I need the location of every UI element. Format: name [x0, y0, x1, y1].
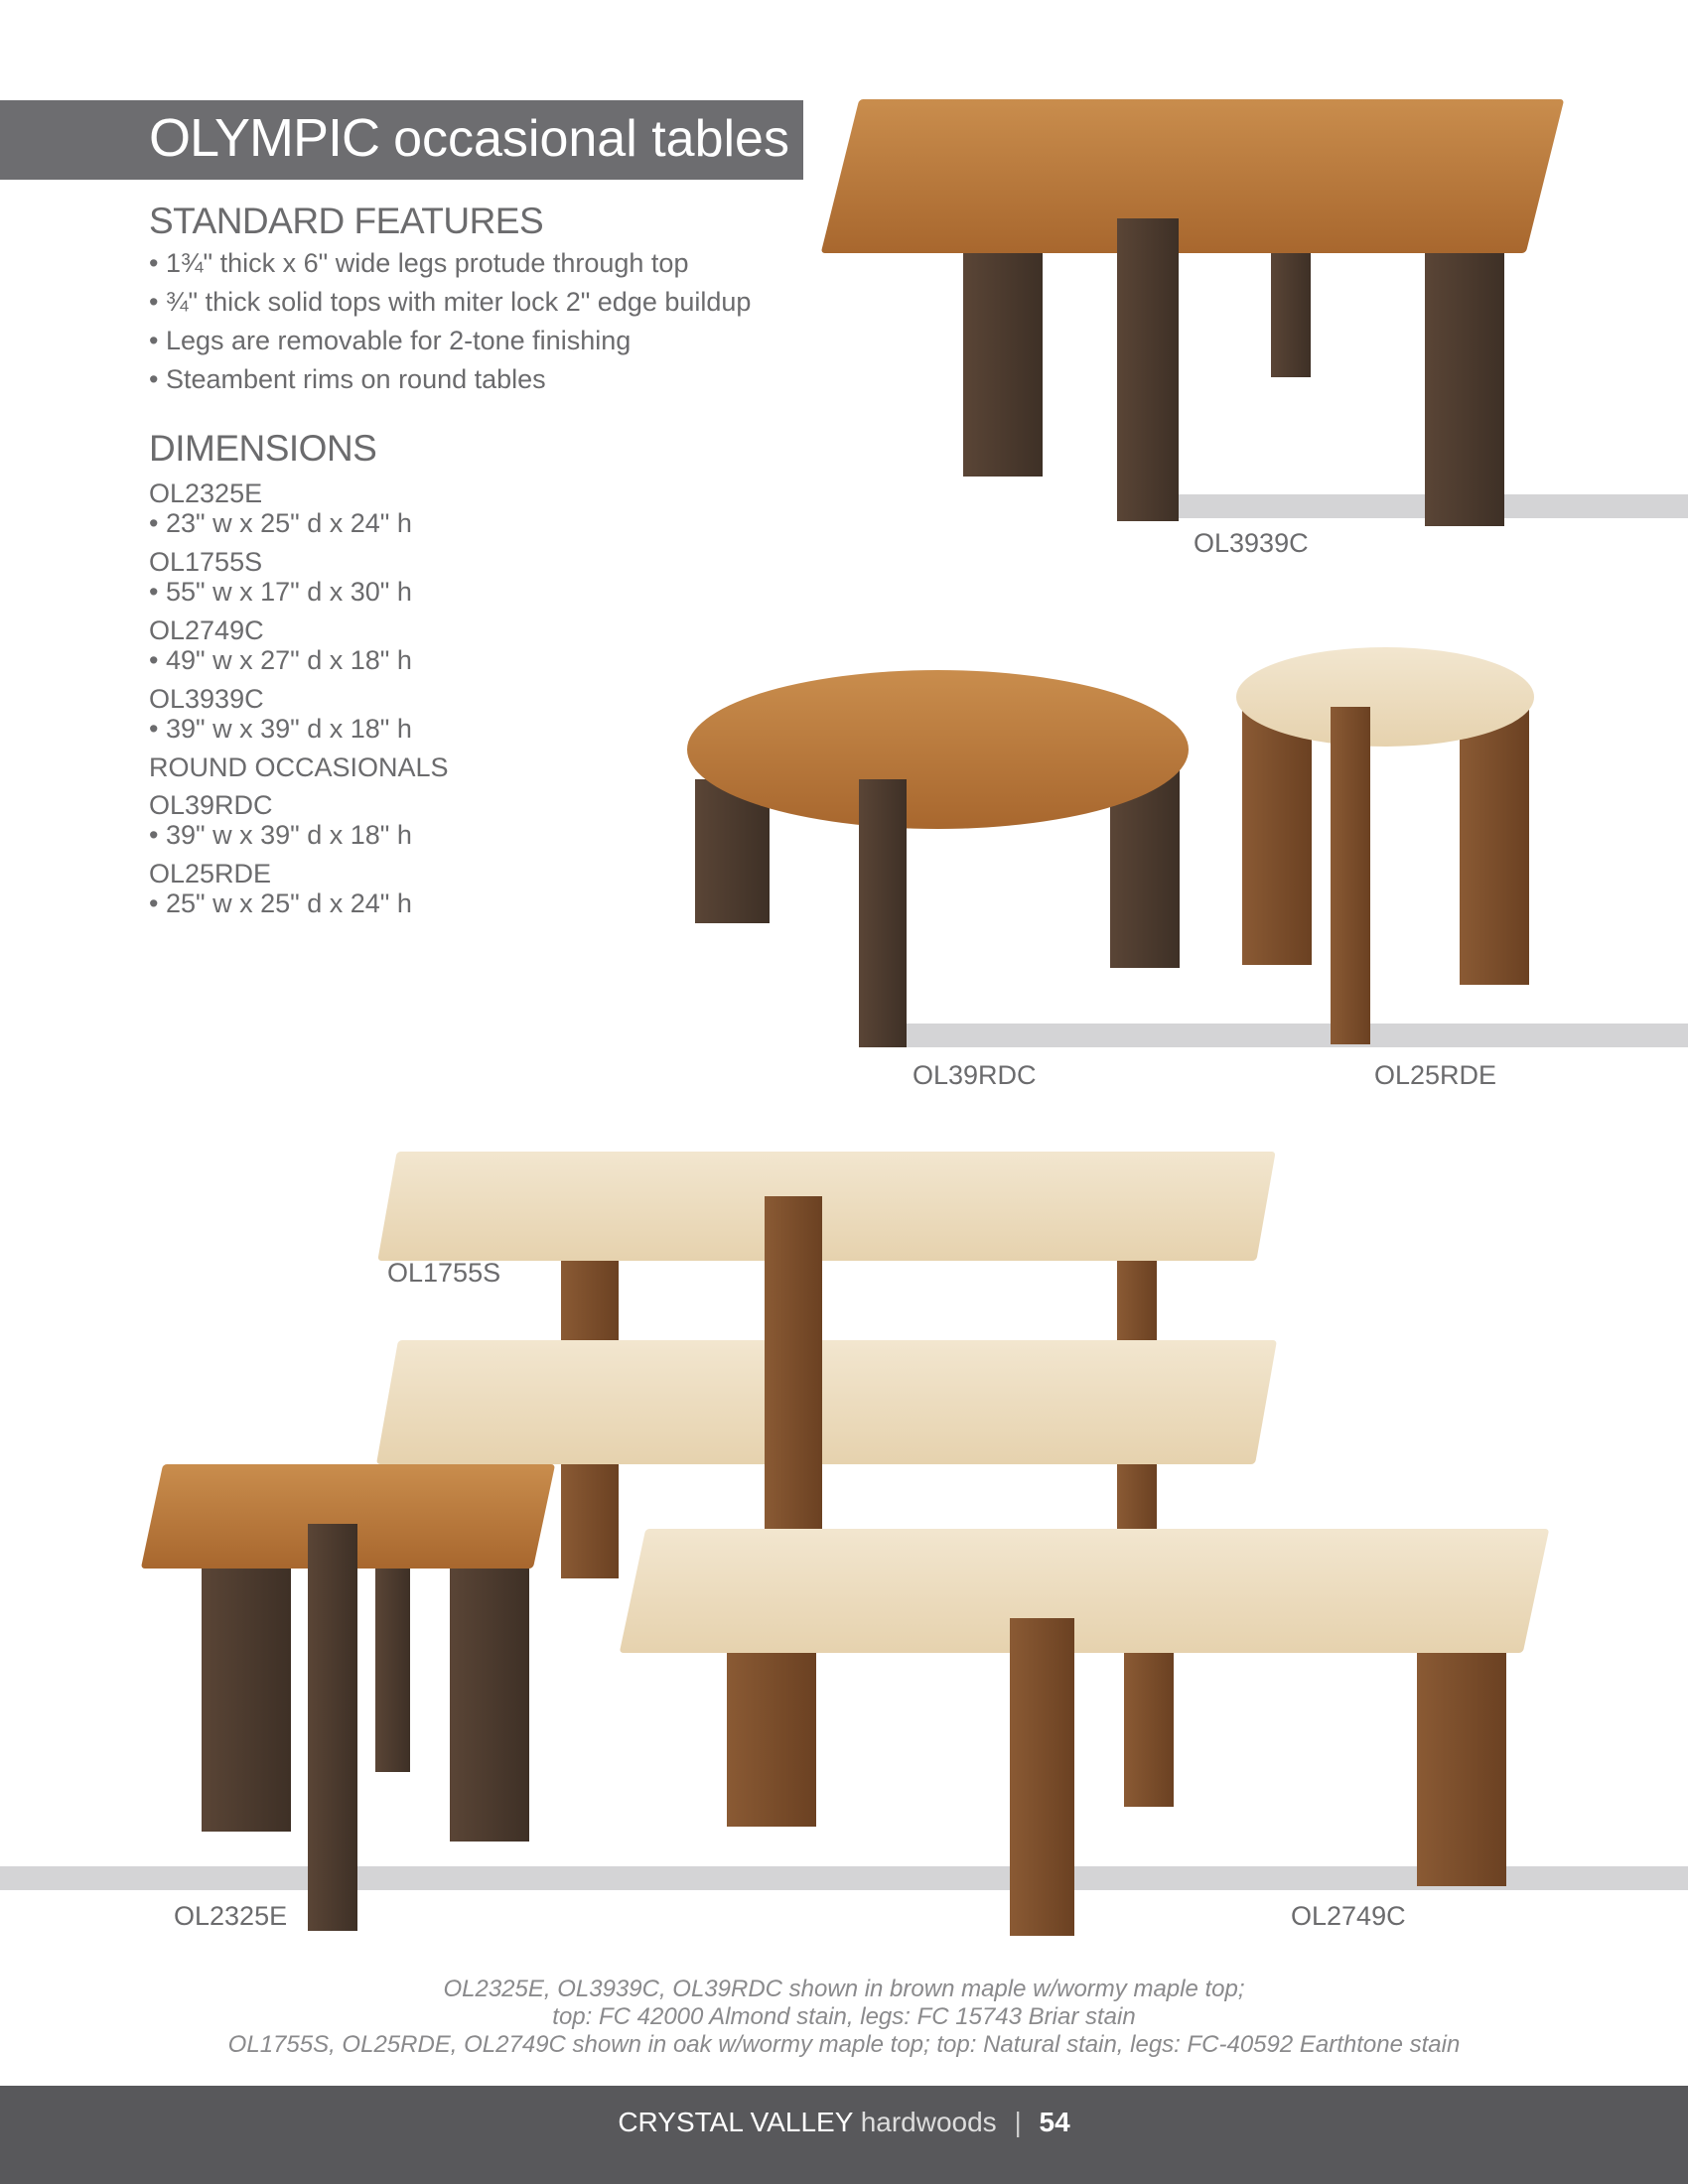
product-image-ol3939c [834, 99, 1549, 526]
dim-line: OL25RDE [149, 859, 272, 888]
product-label: OL39RDC [913, 1060, 1037, 1090]
feature-item: • ¾" thick solid tops with miter lock 2" edge buildup [149, 287, 752, 317]
dim-line: OL2749C [149, 615, 264, 645]
page-title [149, 107, 789, 169]
dim-line: ROUND OCCASIONALS [149, 752, 449, 782]
product-image-ol2749c [628, 1529, 1541, 1941]
title-brand: OLYMPIC [149, 108, 380, 168]
feature-item: • Steambent rims on round tables [149, 364, 546, 394]
dim-line: OL1755S [149, 547, 263, 577]
product-image-ol39rdc [685, 670, 1192, 1052]
title-subtitle: occasional tables [393, 110, 789, 168]
feature-item: • Legs are removable for 2-tone finishing [149, 326, 632, 355]
product-image-ol2325e [147, 1464, 549, 1936]
caption-line: OL2325E, OL3939C, OL39RDC shown in brown maple w/wormy maple top; [443, 1976, 1245, 2002]
dim-line: OL39RDC [149, 790, 273, 820]
dim-line: • 55" w x 17" d x 30" h [149, 577, 412, 607]
caption-line: OL1755S, OL25RDE, OL2749C shown in oak w/wormy maple top; top: Natural stain, legs: FC-40592 Earthtone stain [227, 2031, 1461, 2058]
footer-separator: | [1014, 2107, 1022, 2137]
feature-item: • 1¾" thick x 6" wide legs protude through top [149, 248, 689, 278]
dimensions-list [149, 478, 449, 918]
product-image-ol25rde [1236, 647, 1539, 1049]
product-label: OL2749C [1291, 1901, 1406, 1931]
dim-line: • 25" w x 25" d x 24" h [149, 888, 412, 918]
footer-brand: CRYSTAL VALLEY [618, 2107, 853, 2137]
product-label: OL25RDE [1374, 1060, 1497, 1090]
footer-text [0, 2107, 1688, 2138]
dim-line: • 39" w x 39" d x 18" h [149, 714, 412, 744]
features-heading: STANDARD FEATURES [149, 201, 544, 241]
dim-line: • 49" w x 27" d x 18" h [149, 645, 412, 675]
dim-line: • 23" w x 25" d x 24" h [149, 508, 412, 538]
product-label: OL2325E [174, 1901, 288, 1931]
footer-brand-suffix: hardwoods [860, 2107, 997, 2137]
dim-line: OL2325E [149, 478, 263, 508]
page-number: 54 [1039, 2107, 1070, 2137]
caption-line: top: FC 42000 Almond stain, legs: FC 15743 Briar stain [552, 2003, 1136, 2030]
product-label: OL3939C [1194, 528, 1309, 558]
product-label: OL1755S [387, 1258, 501, 1288]
dim-line: • 39" w x 39" d x 18" h [149, 820, 412, 850]
dim-line: OL3939C [149, 684, 264, 714]
dimensions-heading: DIMENSIONS [149, 428, 377, 469]
